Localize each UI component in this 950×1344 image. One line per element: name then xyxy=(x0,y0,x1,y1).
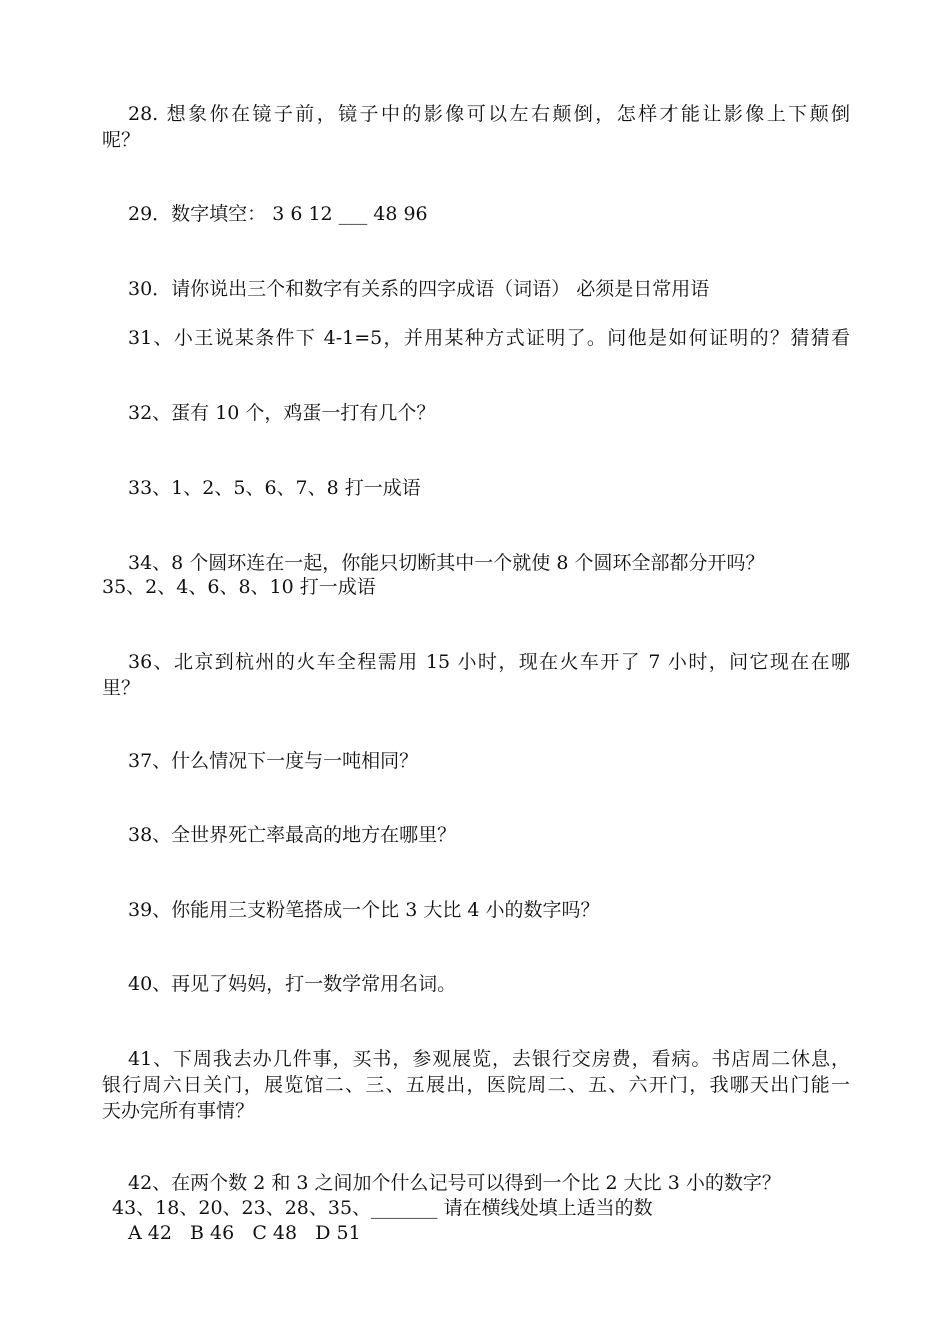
question-42: 42、在两个数 2 和 3 之间加个什么记号可以得到一个比 2 大比 3 小的数字？ xyxy=(128,1172,781,1194)
question-43: 43、18、20、23、28、35、_______ 请在横线处填上适当的数 xyxy=(112,1197,653,1219)
question-30: 30．请你说出三个和数字有关系的四字成语（词语） 必须是日常用语 xyxy=(128,278,710,300)
question-31: 31、小王说某条件下 4-1=5，并用某种方式证明了。问他是如何证明的？猜猜看 xyxy=(128,327,850,349)
question-33: 33、1、2、5、6、7、8 打一成语 xyxy=(128,477,421,499)
question-41-line-2: 银行周六日关门，展览馆二、三、五展出，医院周二、五、六开门，我哪天出门能一 xyxy=(102,1074,850,1096)
question-36-line-2: 里？ xyxy=(102,677,141,699)
question-37: 37、什么情况下一度与一吨相同？ xyxy=(128,750,419,772)
question-29: 29．数字填空： 3 6 12 ___ 48 96 xyxy=(128,203,428,225)
question-35: 35、2、4、6、8、10 打一成语 xyxy=(102,576,376,598)
question-41-line-1: 41、下周我去办几件事，买书，参观展览，去银行交房费，看病。书店周二休息， xyxy=(128,1048,850,1070)
question-40: 40、再见了妈妈，打一数学常用名词。 xyxy=(128,973,457,995)
question-41-line-3: 天办完所有事情？ xyxy=(102,1100,255,1122)
question-39: 39、你能用三支粉笔搭成一个比 3 大比 4 小的数字吗？ xyxy=(128,899,600,921)
question-28-line-1: 28. 想象你在镜子前，镜子中的影像可以左右颠倒，怎样才能让影像上下颠倒 xyxy=(128,103,850,125)
question-32: 32、蛋有 10 个，鸡蛋一打有几个？ xyxy=(128,402,436,424)
question-34: 34、8 个圆环连在一起，你能只切断其中一个就使 8 个圆环全部都分开吗？ xyxy=(128,552,765,574)
question-38: 38、全世界死亡率最高的地方在哪里？ xyxy=(128,824,457,846)
question-28-line-2: 呢？ xyxy=(102,129,141,151)
question-43-options: A 42 B 46 C 48 D 51 xyxy=(128,1222,361,1244)
question-36-line-1: 36、北京到杭州的火车全程需用 15 小时，现在火车开了 7 小时，问它现在在哪 xyxy=(128,651,850,673)
